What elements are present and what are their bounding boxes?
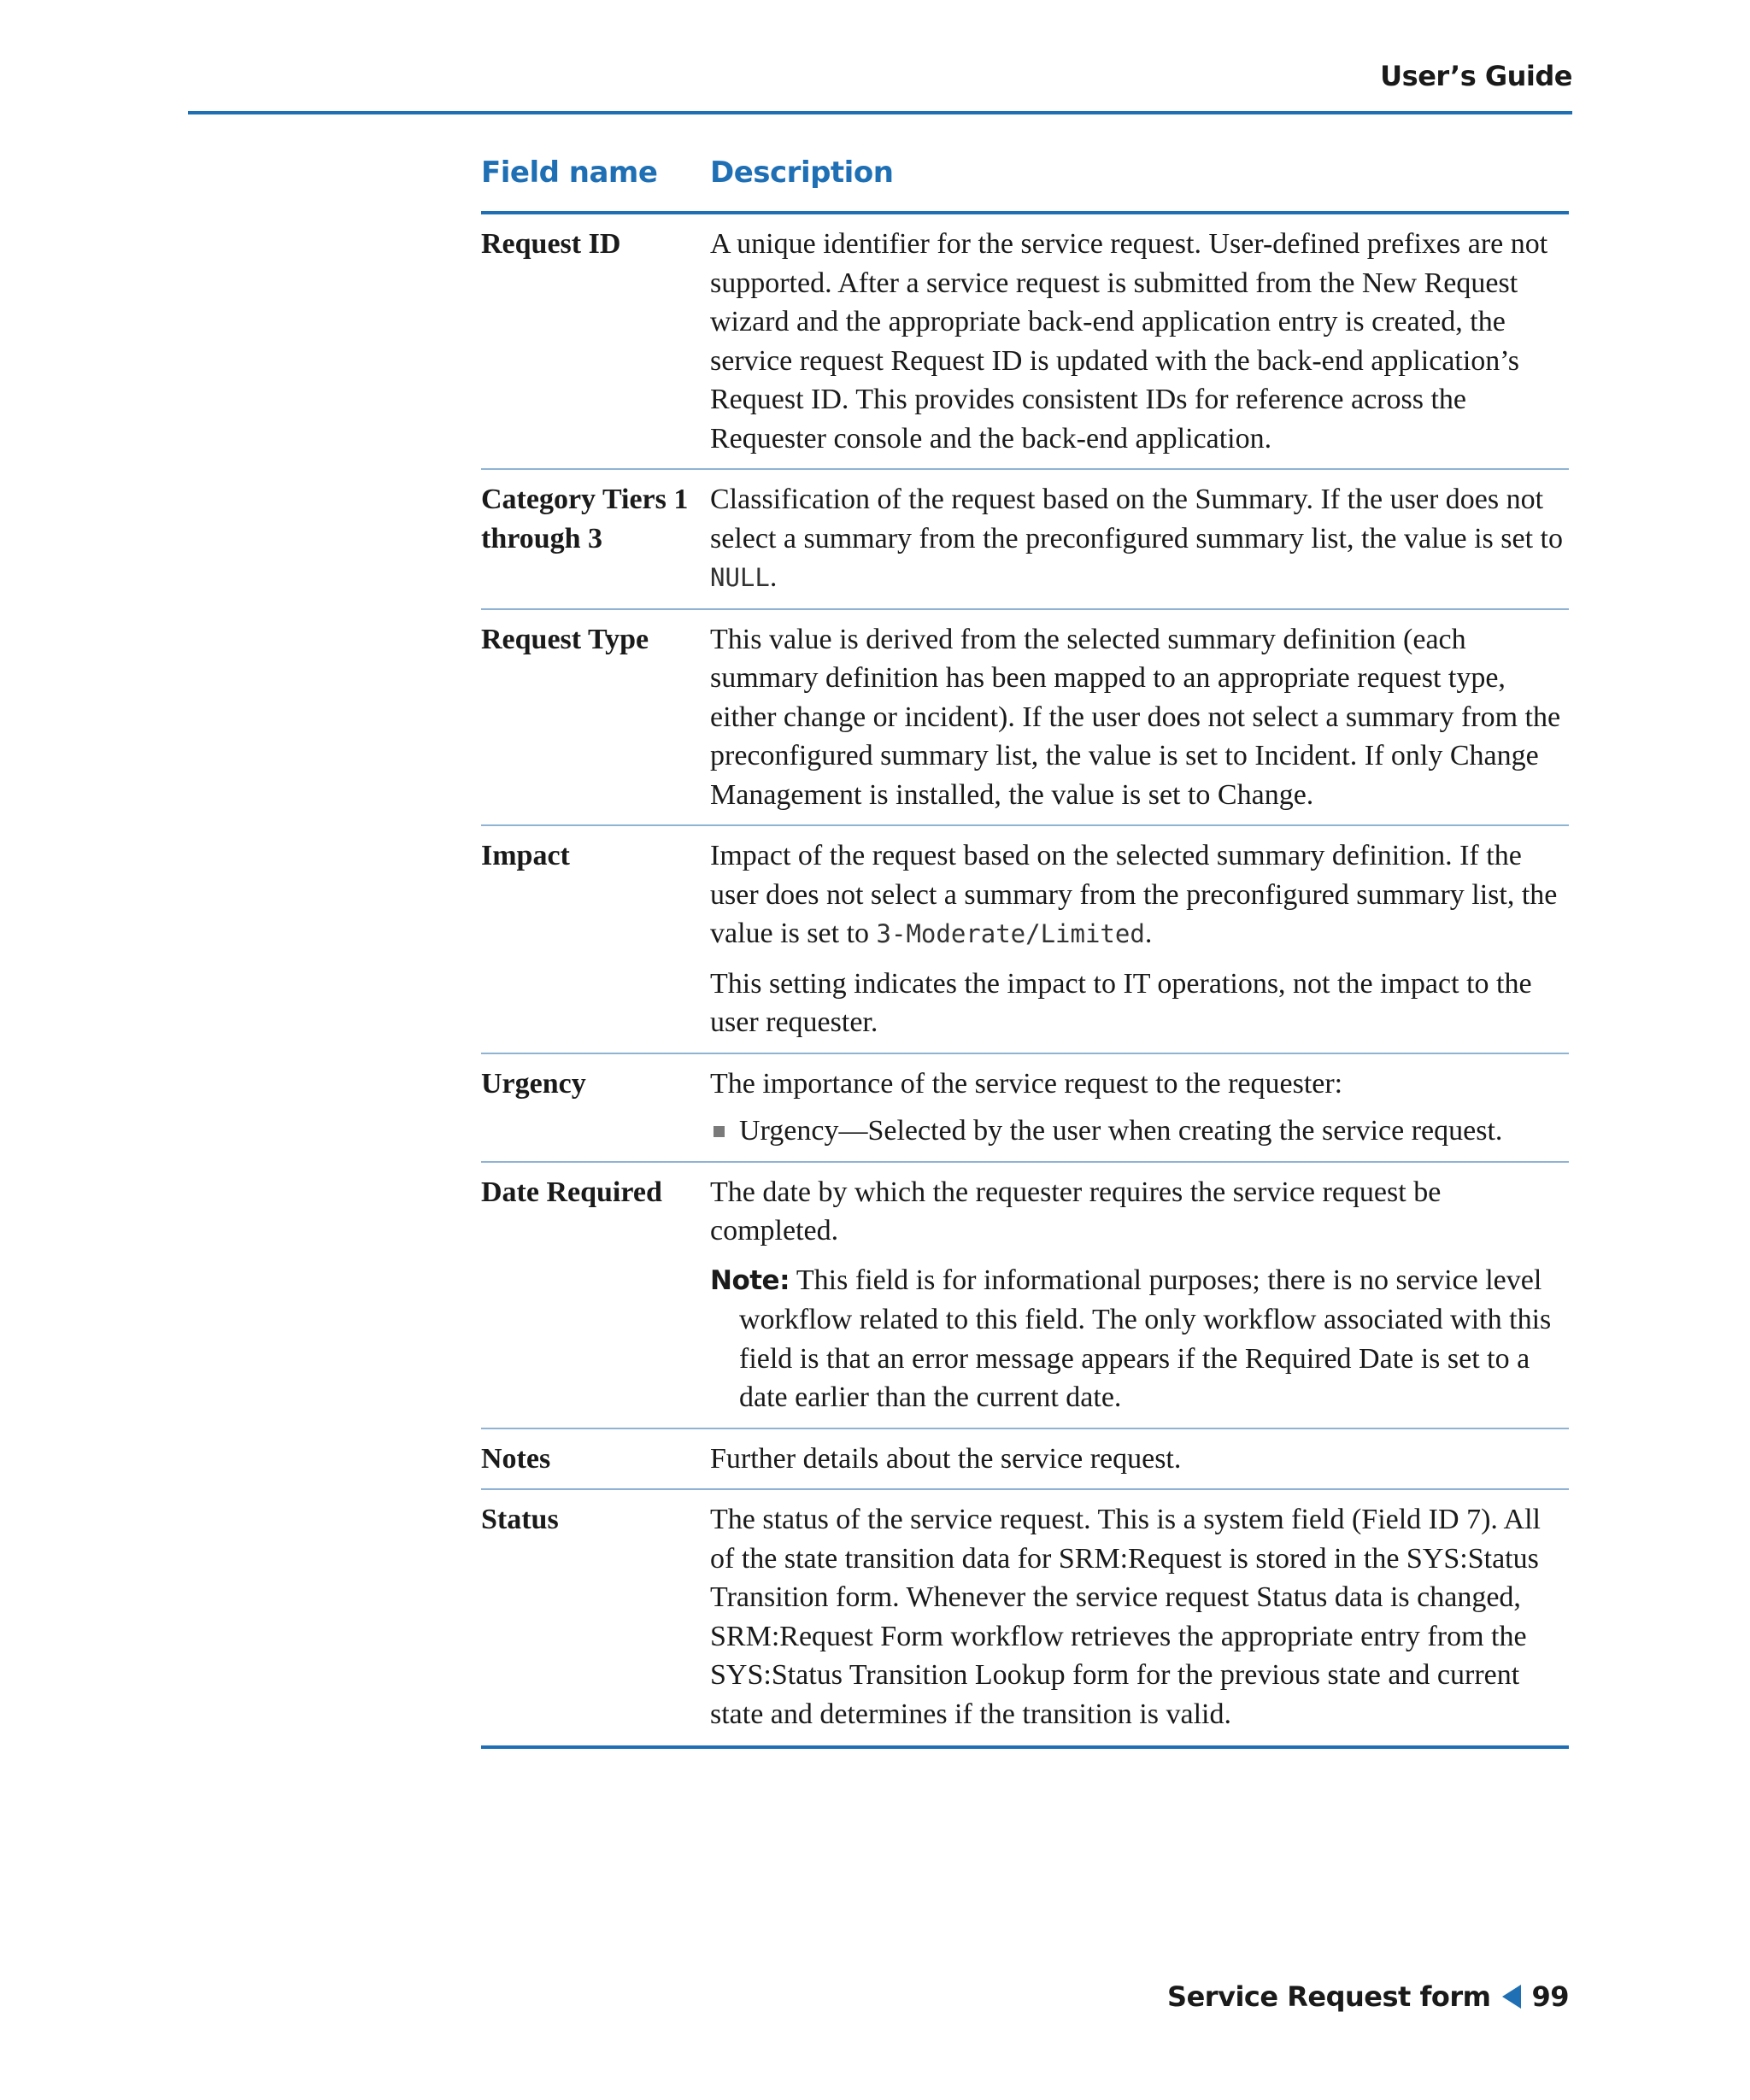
footer-section-title: Service Request form	[1167, 1980, 1491, 2013]
square-bullet-icon	[714, 1126, 725, 1137]
field-name: Notes	[481, 1442, 551, 1475]
table-row	[481, 1490, 1569, 1749]
description-text	[710, 480, 1569, 598]
left-triangle-icon	[1502, 1985, 1521, 2009]
page-footer	[1167, 1980, 1569, 2013]
description-text	[710, 836, 1569, 954]
description-text-before: Classification of the request based on the Summary. If the user does not select a summary from the preconfigured summary list, the value is set to	[710, 484, 1564, 554]
table-row	[481, 1054, 1569, 1163]
header-title: User’s Guide	[1380, 60, 1572, 92]
field-description-table	[481, 154, 1569, 1749]
table-header	[481, 154, 1569, 214]
description-text: The status of the service request. This is a system field (Field ID 7). All of the state transition data for SRM:Request is stored in the SYS:Status Transition form. Whenever the service request Status data is changed, SRM:Request Form workflow retrieves the appropriate entry from the SYS:Status Transition Lookup form for the previous state and current state and determines if the transition is valid.	[710, 1504, 1541, 1730]
field-description	[710, 620, 1569, 815]
note-text: This field is for informational purposes; there is no service level workflow related to this field. The only workflow associated with this field is that an error message appears if the Required Date is set to a date earlier than the current date.	[739, 1264, 1552, 1413]
field-name: Category Tiers 1 through 3	[481, 484, 689, 554]
table-row	[481, 826, 1569, 1054]
description-text: The importance of the service request to the requester:	[710, 1067, 1343, 1100]
list-item-text: Urgency—Selected by the user when creating the service request.	[739, 1115, 1503, 1147]
field-description	[710, 1440, 1569, 1479]
page-header	[188, 60, 1572, 114]
field-name: Date Required	[481, 1176, 662, 1208]
field-name: Status	[481, 1504, 559, 1535]
column-header-field-name: Field name	[481, 155, 658, 190]
table-row	[481, 1163, 1569, 1429]
field-description	[710, 1500, 1569, 1733]
note	[710, 1261, 1569, 1417]
table-row	[481, 470, 1569, 610]
bullet-list	[710, 1112, 1569, 1151]
note-label: Note:	[710, 1264, 790, 1296]
field-name: Urgency	[481, 1067, 586, 1100]
table-row	[481, 610, 1569, 827]
description-text-before: Impact of the request based on the selected summary definition. If the user does not select a summary from the preconfigured summary list, the value is set to	[710, 840, 1558, 949]
field-description	[710, 225, 1569, 458]
description-text: This value is derived from the selected summary definition (each summary definition has been mapped to an appropriate request type, either change or incident). If the user does not select a summary from the preconfigured summary list, the value is set to Incident. If only Change Management is installed, the value is set to Change.	[710, 623, 1561, 811]
table-row	[481, 214, 1569, 470]
field-name: Request ID	[481, 228, 621, 260]
field-description	[710, 1065, 1569, 1151]
description-text: The date by which the requester requires the service request be completed.	[710, 1176, 1442, 1247]
description-text: Further details about the service request.	[710, 1442, 1182, 1475]
page-number: 99	[1531, 1980, 1569, 2013]
field-description	[710, 480, 1569, 598]
field-description	[710, 1173, 1569, 1417]
code-value: NULL	[710, 563, 770, 592]
description-text-after: .	[769, 561, 778, 593]
description-text: A unique identifier for the service request. User-defined prefixes are not supported. After a service request is submitted from the New Request wizard and the appropriate back-end application entry is created, the service request Request ID is updated with the back-end application’s Request ID. This provides consistent IDs for reference across the Requester console and the back-end application.	[710, 228, 1548, 455]
code-value: 3-Moderate/Limited	[876, 919, 1145, 948]
field-description	[710, 836, 1569, 1042]
field-name: Impact	[481, 840, 570, 871]
field-name: Request Type	[481, 623, 649, 655]
description-text-secondary: This setting indicates the impact to IT operations, not the impact to the user requester.	[710, 967, 1532, 1038]
table-row	[481, 1429, 1569, 1491]
description-text-after: .	[1144, 918, 1153, 949]
column-header-description: Description	[710, 155, 894, 190]
list-item	[710, 1112, 1569, 1151]
